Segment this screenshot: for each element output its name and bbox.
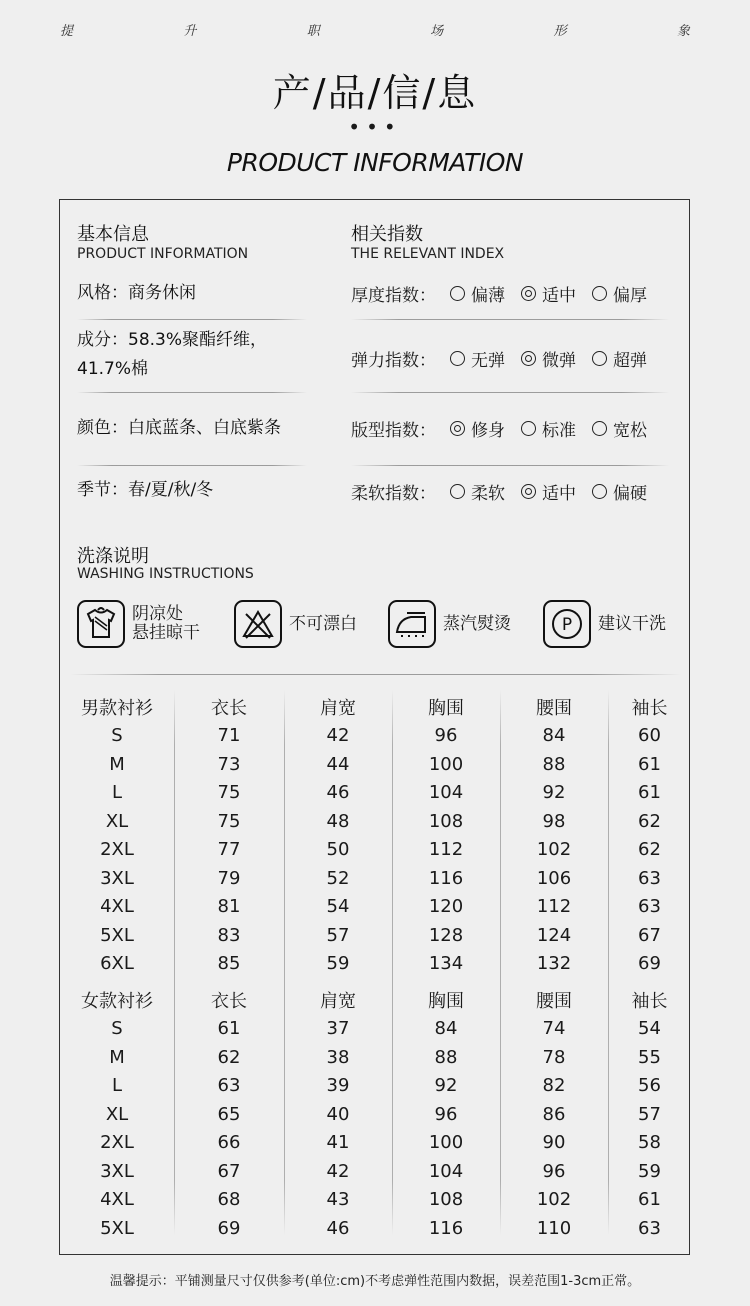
option-label: 偏厚	[613, 286, 647, 306]
wash-label: 建议干洗	[598, 613, 666, 634]
table-cell: S	[111, 1018, 123, 1040]
wash-label: 不可漂白	[289, 613, 357, 634]
table-cell: 108	[428, 810, 464, 832]
index-option	[592, 416, 647, 441]
table-cell: 82	[542, 1075, 566, 1097]
option-label: 适中	[542, 286, 576, 306]
hang-dry-shade-icon	[77, 600, 125, 648]
table-cell: 52	[326, 867, 350, 889]
table-cell: 100	[428, 1132, 464, 1154]
radio-icon	[450, 351, 465, 366]
washing-title: 洗涤说明	[77, 546, 149, 567]
table-cell: 83	[217, 924, 241, 946]
wash-label	[132, 605, 200, 643]
page-title: 产/品/信/息	[272, 71, 478, 115]
table-cell: 3XL	[100, 1160, 134, 1182]
table-cell: 2XL	[100, 839, 134, 861]
option-label: 标准	[542, 421, 576, 441]
table-cell: 86	[542, 1103, 566, 1125]
tagline	[60, 20, 690, 39]
index-label: 柔软指数：	[351, 484, 436, 504]
table-cell: S	[111, 725, 123, 747]
table-cell: 63	[638, 896, 661, 918]
header-cell: 肩宽	[320, 698, 356, 720]
header-cell: 衣长	[211, 698, 247, 720]
no-bleach-icon	[234, 600, 282, 648]
table-cell: 88	[434, 1046, 458, 1068]
table-cell: 120	[428, 896, 464, 918]
header-cell: 衣长	[211, 991, 247, 1013]
table-cell: 42	[326, 1160, 350, 1182]
radio-icon	[450, 484, 465, 499]
table-row	[60, 1129, 691, 1158]
tagline-char: 形	[553, 24, 567, 39]
tagline-char: 场	[430, 24, 444, 39]
table-cell: 4XL	[100, 896, 134, 918]
table-row	[60, 750, 691, 779]
table-cell: 84	[542, 725, 566, 747]
option-label: 偏硬	[613, 484, 647, 504]
wash-item	[388, 600, 511, 648]
table-cell: 75	[217, 782, 241, 804]
material-line-1: 成分：58.3%聚酯纤维，	[77, 330, 268, 350]
table-cell: L	[111, 782, 123, 804]
header-cell: 腰围	[536, 991, 572, 1013]
table-cell: 60	[638, 725, 661, 747]
table-cell: 73	[217, 753, 241, 775]
table-row	[60, 1015, 691, 1044]
thickness-index-row	[351, 281, 647, 306]
divider	[77, 319, 307, 320]
table-cell: 112	[536, 896, 572, 918]
table-cell: 78	[542, 1046, 566, 1068]
table-cell: 75	[217, 810, 241, 832]
table-row	[60, 836, 691, 865]
table-cell: 58	[638, 1132, 661, 1154]
men-size-table	[60, 693, 691, 978]
svg-text:P: P	[561, 615, 573, 635]
table-cell: 2XL	[100, 1132, 134, 1154]
table-cell: 43	[326, 1189, 350, 1211]
table-cell: 54	[638, 1018, 661, 1040]
table-cell: 84	[434, 1018, 458, 1040]
index-title: 相关指数	[351, 224, 423, 245]
table-cell: 71	[217, 725, 241, 747]
table-cell: 104	[428, 1160, 464, 1182]
table-cell: 62	[638, 839, 661, 861]
table-cell: 98	[542, 810, 566, 832]
table-row	[60, 921, 691, 950]
table-cell: 74	[542, 1018, 566, 1040]
table-cell: 6XL	[100, 953, 134, 975]
wash-item	[543, 600, 666, 648]
table-row	[60, 1157, 691, 1186]
basic-info-title: 基本信息	[77, 224, 149, 245]
table-cell: 62	[638, 810, 661, 832]
table-cell: 69	[217, 1217, 241, 1239]
table-row	[60, 1186, 691, 1215]
table-cell: 65	[217, 1103, 241, 1125]
index-option	[450, 281, 505, 306]
index-option	[521, 479, 576, 504]
divider	[351, 392, 669, 393]
header-cell: 腰围	[536, 698, 572, 720]
index-option	[521, 416, 576, 441]
table-cell: 55	[638, 1046, 661, 1068]
header-cell: 男款衬衫	[81, 698, 153, 720]
elasticity-index-row	[351, 346, 647, 371]
table-cell: 42	[326, 725, 350, 747]
option-label: 无弹	[471, 351, 505, 371]
table-cell: 66	[217, 1132, 241, 1154]
table-cell: L	[111, 1075, 123, 1097]
table-cell: 85	[217, 953, 241, 975]
radio-icon	[592, 421, 607, 436]
header-cell: 肩宽	[320, 991, 356, 1013]
table-row	[60, 864, 691, 893]
table-row	[60, 807, 691, 836]
radio-icon	[592, 351, 607, 366]
table-cell: 62	[217, 1046, 241, 1068]
table-cell: 5XL	[100, 924, 134, 946]
table-cell: XL	[105, 1103, 129, 1125]
header-cell: 女款衬衫	[81, 991, 153, 1013]
divider	[351, 465, 669, 466]
index-option	[592, 281, 647, 306]
table-cell: 63	[638, 867, 661, 889]
radio-icon	[450, 286, 465, 301]
divider	[351, 319, 669, 320]
divider	[77, 392, 307, 393]
table-row	[60, 779, 691, 808]
table-cell: 63	[638, 1217, 661, 1239]
table-cell: 96	[542, 1160, 566, 1182]
season-text: 季节：春/夏/秋/冬	[77, 480, 214, 500]
table-cell: 61	[638, 1189, 661, 1211]
index-label: 厚度指数：	[351, 286, 436, 306]
header-cell: 胸围	[428, 698, 464, 720]
table-cell: 79	[217, 867, 241, 889]
header-cell: 袖长	[631, 991, 668, 1013]
table-cell: 41	[326, 1132, 350, 1154]
style-text: 风格：商务休闲	[77, 283, 196, 303]
table-cell: 67	[217, 1160, 241, 1182]
index-option	[450, 346, 505, 371]
table-cell: 88	[542, 753, 566, 775]
table-cell: 5XL	[100, 1217, 134, 1239]
index-option	[450, 479, 505, 504]
table-cell: 48	[326, 810, 350, 832]
table-cell: 92	[542, 782, 566, 804]
table-cell: XL	[105, 810, 129, 832]
option-label: 柔软	[471, 484, 505, 504]
header-cell: 胸围	[428, 991, 464, 1013]
table-header	[60, 693, 691, 722]
table-cell: 4XL	[100, 1189, 134, 1211]
table-cell: 116	[428, 1217, 464, 1239]
index-option	[592, 479, 647, 504]
option-label: 适中	[542, 484, 576, 504]
table-cell: 54	[326, 896, 350, 918]
table-cell: 92	[434, 1075, 458, 1097]
table-cell: 3XL	[100, 867, 134, 889]
table-cell: 128	[428, 924, 464, 946]
table-cell: 57	[326, 924, 350, 946]
index-label: 版型指数：	[351, 421, 436, 441]
table-cell: 90	[542, 1132, 566, 1154]
softness-index-row	[351, 479, 647, 504]
divider	[77, 465, 307, 466]
table-row	[60, 1072, 691, 1101]
table-cell: 81	[217, 896, 241, 918]
table-cell: 61	[638, 753, 661, 775]
index-option	[592, 346, 647, 371]
option-label: 修身	[471, 421, 505, 441]
wash-label: 蒸汽熨烫	[443, 613, 511, 634]
table-row	[60, 1043, 691, 1072]
info-panel	[59, 199, 690, 1255]
wash-label-line: 悬挂晾干	[132, 623, 200, 643]
tagline-char: 职	[306, 24, 320, 39]
table-cell: 69	[638, 953, 661, 975]
table-cell: 110	[536, 1217, 572, 1239]
tagline-char: 升	[183, 24, 197, 39]
table-cell: 59	[638, 1160, 661, 1182]
table-cell: 67	[638, 924, 661, 946]
dry-clean-p-icon	[543, 600, 591, 648]
table-row	[60, 893, 691, 922]
table-cell: 46	[326, 1217, 350, 1239]
fit-index-row	[351, 416, 647, 441]
table-cell: 39	[326, 1075, 350, 1097]
wash-item	[77, 600, 200, 648]
radio-selected-icon	[521, 286, 536, 301]
table-cell: 102	[536, 839, 572, 861]
wash-item	[234, 600, 357, 648]
title-dots: •••	[348, 115, 402, 139]
page-subtitle: PRODUCT INFORMATION	[226, 148, 524, 177]
table-cell: 63	[217, 1075, 241, 1097]
color-text: 颜色：白底蓝条、白底紫条	[77, 418, 281, 438]
table-cell: 46	[326, 782, 350, 804]
radio-icon	[521, 421, 536, 436]
table-row	[60, 722, 691, 751]
wash-label-line: 阴凉处	[132, 604, 183, 624]
women-size-table	[60, 986, 691, 1243]
radio-icon	[592, 484, 607, 499]
washing-subtitle: WASHING INSTRUCTIONS	[77, 566, 254, 582]
table-cell: 102	[536, 1189, 572, 1211]
table-cell: 108	[428, 1189, 464, 1211]
table-cell: 96	[434, 725, 458, 747]
table-cell: 50	[326, 839, 350, 861]
header-cell: 袖长	[631, 698, 668, 720]
basic-info-subtitle: PRODUCT INFORMATION	[77, 246, 249, 262]
table-row	[60, 950, 691, 979]
radio-icon	[592, 286, 607, 301]
material-line-2: 41.7%棉	[77, 359, 149, 379]
tagline-char: 提	[60, 24, 74, 39]
table-header	[60, 986, 691, 1015]
index-subtitle: THE RELEVANT INDEX	[351, 246, 505, 262]
table-cell: 77	[217, 839, 241, 861]
table-cell: 96	[434, 1103, 458, 1125]
radio-selected-icon	[450, 421, 465, 436]
table-cell: 132	[536, 953, 572, 975]
radio-selected-icon	[521, 351, 536, 366]
table-cell: 116	[428, 867, 464, 889]
table-row	[60, 1100, 691, 1129]
option-label: 超弹	[613, 351, 647, 371]
table-cell: M	[109, 1046, 125, 1068]
table-cell: 112	[428, 839, 464, 861]
table-cell: 59	[326, 953, 350, 975]
index-label: 弹力指数：	[351, 351, 436, 371]
index-option	[521, 281, 576, 306]
table-cell: 68	[217, 1189, 241, 1211]
table-cell: 124	[536, 924, 572, 946]
table-cell: 44	[326, 753, 350, 775]
option-label: 微弹	[542, 351, 576, 371]
table-cell: 56	[638, 1075, 661, 1097]
table-cell: 100	[428, 753, 464, 775]
option-label: 宽松	[613, 421, 647, 441]
table-cell: 40	[326, 1103, 350, 1125]
tagline-char: 象	[676, 24, 690, 39]
steam-iron-icon	[388, 600, 436, 648]
table-row	[60, 1214, 691, 1243]
table-cell: 38	[326, 1046, 350, 1068]
table-cell: 104	[428, 782, 464, 804]
table-cell: 106	[536, 867, 572, 889]
index-option	[450, 416, 505, 441]
option-label: 偏薄	[471, 286, 505, 306]
divider	[70, 674, 681, 675]
table-cell: 37	[326, 1018, 350, 1040]
index-option	[521, 346, 576, 371]
measurement-note: 温馨提示：平铺测量尺寸仅供参考(单位:cm)不考虑弹性范围内数据，误差范围1-3cm正常。	[109, 1274, 641, 1289]
radio-selected-icon	[521, 484, 536, 499]
table-cell: 57	[638, 1103, 661, 1125]
table-cell: 61	[217, 1018, 241, 1040]
table-cell: M	[109, 753, 125, 775]
table-cell: 61	[638, 782, 661, 804]
table-cell: 134	[428, 953, 464, 975]
